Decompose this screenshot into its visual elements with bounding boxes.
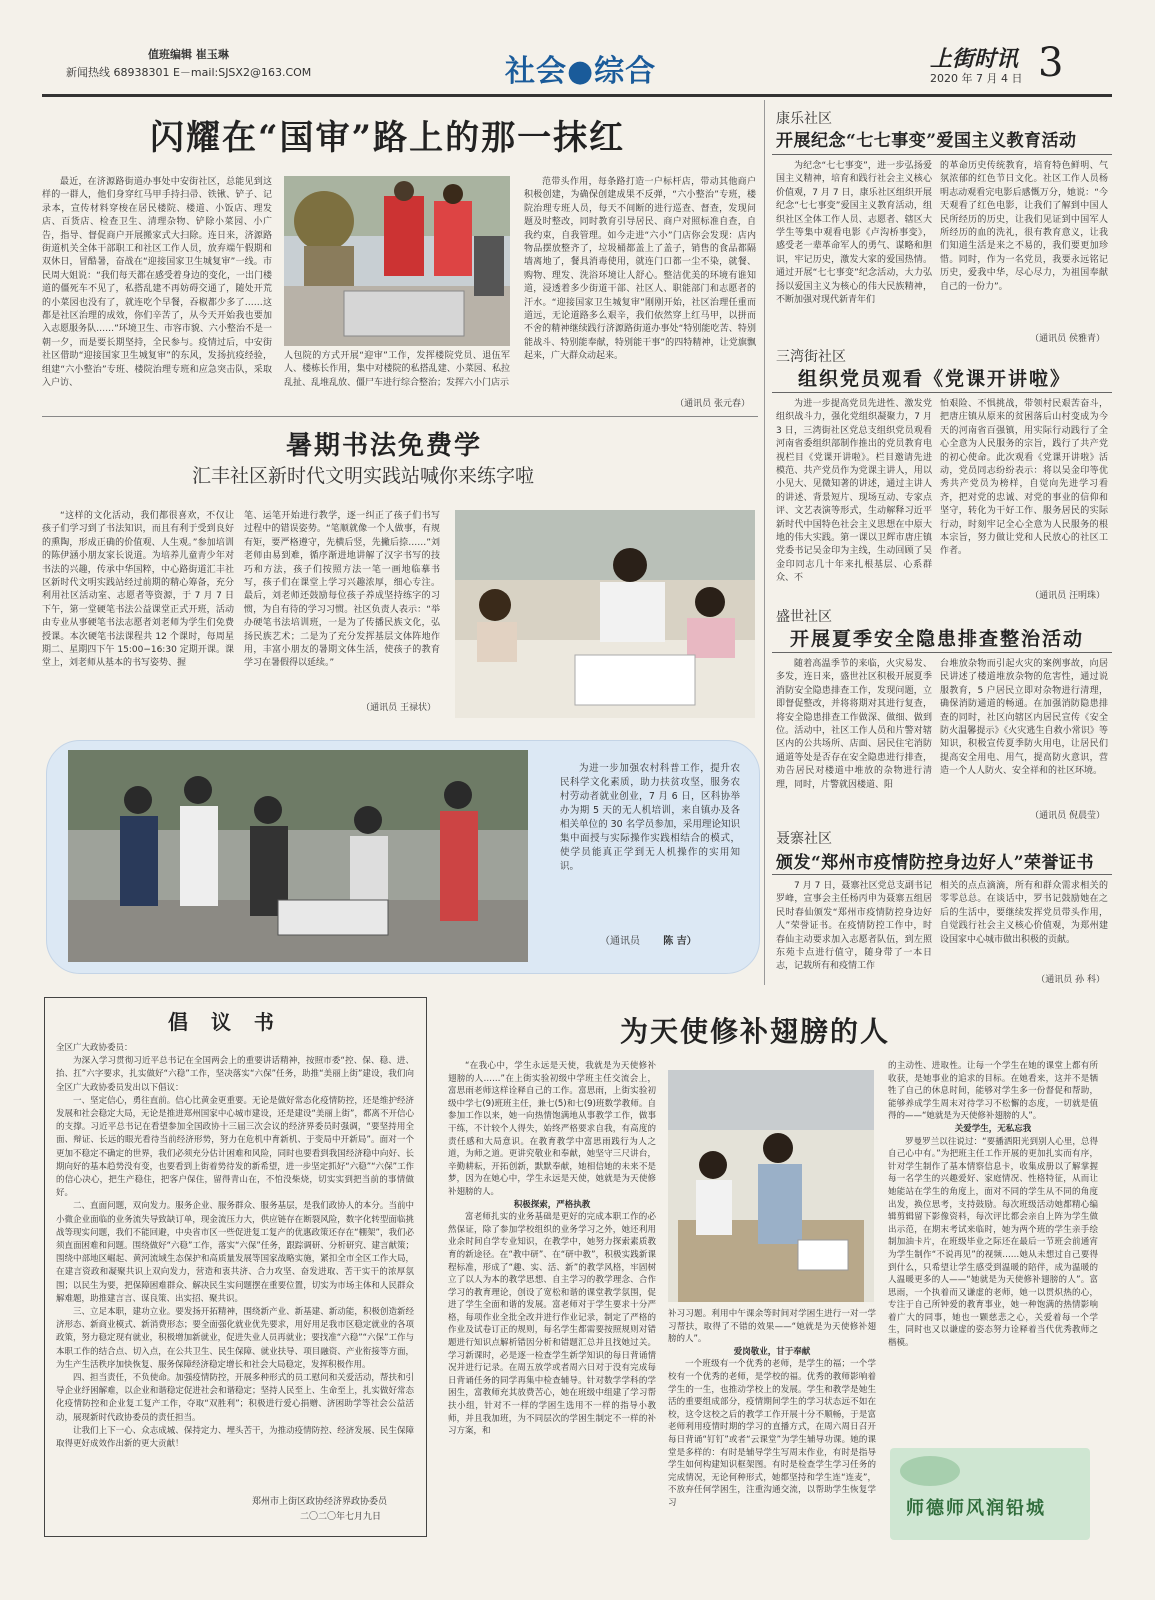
article9-col3b-text: 罗曼罗兰以往说过：“要播洒阳光到别人心里，总得自己心中有。”为把班主任工作开展的更加扎实而有序，针对学生制作了基本情察信息卡，收集成册以了解掌握每一名学生的兴趣爱好、家庭情况、性格特征，从而让她能站在学生的角度上，面对不同的学生从不同的角度出发，换位思考，支持鼓励。每次班级活动她都精心编辑剪辑留下影像资料，每次评比都会亲自上阵为学生做出示范，在期末考试来临时，她为两个班的学生亲手绘制加油卡片，在班级毕业之际还在最后一节班会前通宵为学生制作“不说再见”的视频……她从未想过自己要得到什么，只希望让学生感受到温暖的陪伴，成为温暖的人温暖更多的人——“她就是为天使修补翅膀的人”。富思雨，一个执着而又谦虚的老师，她一以贯炽热的心，专注于自己所钟爱的教育事业，她一种饱满的热情影响着广大的同事，她也一颗慈悲之心，关爱着每一个学生，同时也又以谦虚的姿态努力诠释着当代优秀教师之楷模。	[888, 1136, 1098, 1349]
article8-body	[56, 1042, 414, 1482]
article4-title: 开展夏季安全隐患排查整治活动	[790, 628, 1085, 650]
article8-date: 二〇二〇年七月九日	[300, 1512, 382, 1522]
article8-para: 四、担当责任，不负使命。加强疫情防控，开展多种形式的员工慰问和关爱活动，帮扶和引导企业纾困解难，以企业和谐稳定促进社会和谐稳定；坚持人民至上、生命至上，扎实做好常态化疫情防控和企业复工复产工作，夺取“双胜利”；积极进行爱心捐赠、济困助学等社会公益活动，展现新时代政协委员的责任担当。	[56, 1373, 414, 1423]
article8-para: 二、直面问题，双向发力。服务企业、服务群众、服务基层，是我们政协人的本分。当前中小微企业面临的业务流失导致缺订单，现金流压力大，供应链存在断裂风险，数字化转型面临挑战等现实问题，我们不能回避，中央省市区一些促进复工复产的优惠政策还存在“棚架”，我们必须直面困难和问题。围绕做好“六稳”工作，落实“六保”任务，跟踪调研、分析研究、建言献策；围绕中部地区崛起、黄河流域生态保护和高质量发展等国家战略实施，紧扣全市全区工作大局，在建言资政和凝聚共识上双向发力，营造和衷共济、合力攻坚、奋发进取、苦干实干的浓厚氛围；以民生为要，把保障困难群众、解决民生实问题摆在重要位置，切实为市场主体和人民群众解难题，助推建言言、谋良策、出实招、聚共识。	[56, 1201, 414, 1304]
article9-photo	[668, 1070, 874, 1302]
right-col-divider	[764, 100, 765, 985]
article9-col1	[448, 1060, 656, 1540]
article8-greeting: 全区广大政协委员：	[56, 1043, 133, 1053]
article2-title: 开展纪念“七七事变”爱国主义教育活动	[776, 131, 1077, 151]
article6-author: （通讯员 王禄状）	[361, 703, 436, 713]
masthead-rule	[42, 94, 1112, 97]
editor-line: 值班编辑 崔玉琳	[148, 48, 229, 61]
article7-author	[600, 932, 697, 947]
issue-date: 2020 年 7 月 4 日	[930, 72, 1023, 85]
article2-col1	[776, 160, 932, 345]
article3-col1-text: 为进一步提高党员先进性、激发党组织战斗力，强化党组织凝聚力，7 月 3 日，三湾街社区党总支组织党员观看河南省委组织部制作推出的党员教育电视栏目《党课开讲啦》。栏目邀请先进模范、共产党员作为党课主讲人，用以小见大、见微知著的讲述，通过主讲人的讲述、背景短片、现场互动、专家点评、文艺表演等形式，生动解释习近平新时代中国特色社会主义思想在中原大地的伟大实践。第一课以卫辉市唐庄镇党委书记吴金印为主线，生动回顾了吴金印同志几十年来扎根基层、心系群众、不	[776, 399, 932, 584]
article6-top-rule	[42, 416, 758, 417]
article2-col2-text: 的革命历史传统教育，培育特色鲜明、气氛浓郁的红色节日文化。社区工作人员杨明志动观看完电影后感慨万分，她说：“今天观看了红色电影，让我们了解到中国人民所经历的历史，让我们见证到中国军人所经历的血的洗礼，很有教育意义，让我们知道生活是来之不易的，我们要更加珍惜。同时，作为一名党员，我要永远铭记历史，爱我中华，尽心尽力，为祖国奉献自己的一份力”。	[940, 161, 1108, 292]
article1-col3	[524, 176, 756, 396]
article9-col2-text: 补习习题。利用中午课余等时间对学困生进行一对一学习帮扶，取得了不错的效果——“她就是为天使修补翅膀的人”。	[668, 1309, 876, 1345]
article9-sub2: 爱岗敬业，甘于奉献	[733, 1346, 811, 1357]
article1-col2-text: 人包院的方式开展“迎审”工作，发挥楼院党员、退伍军人、楼栋长作用，集中对楼院的私搭乱建、小菜园、私拉乱扯、乱堆乱放、僵尸车进行综合整治；发挥六小门店示	[284, 351, 510, 388]
street-cleanup-photo	[284, 176, 510, 346]
article4-col1-text: 随着高温季节的来临，火灾易发、多发，连日来，盛世社区积极开展夏季消防安全隐患排查工作，发现问题，立即督促整改，并将将期对其进行复查，将安全隐患排查工作做深、做细、做到位。活动中，社区工作人员和片警对辖区内的公共场所、店面、居民住宅消防通道等处是否存在安全隐患进行排查，劝告居民对楼道中堆放的杂物进行清理，同时，片警就因楼道、阳	[776, 659, 932, 790]
article9-col3	[888, 1060, 1098, 1440]
article9-sub3: 关爱学生，无私忘我	[954, 1123, 1032, 1134]
article3-col2-text: 怕艰险、不惧挑战，带领村民艰苦奋斗，把唐庄镇从原来的贫困落后山村变成为今天的河南省百强镇，用实际行动践行了全心全意为人民服务的宗旨，践行了共产党的初心使命。此次观看《党课开讲啦》活动，党员同志纷纷表示：将以吴金印等优秀共产党员为榜样，自觉向先进学习看齐，把对党的忠诚、对党的事业的信仰和坚守，转化为干好工作、服务居民的实际行动，时刻牢记全心全意为人民服务的根本宗旨，努力做让党和人民放心的社区工作者。	[940, 399, 1108, 557]
article9-col1b-text: 富老师扎实的业务基础是更好的完成本职工作的必然保证，除了参加学校组织的业务学习之外，她还利用业余时间自学专业知识，在教学中，她努力探索素质教育的新途径。在“教中研”、在“研中教”，积极实践新课程标准，形成了“趣、实、活、新”的教学风格，牢固树立了以人为本的教学思想、自主学习的教学理念、合作学习的教育理论，创设了宽松和谐的课堂教学氛围，促进了学生全面和谐的发展。富老师对于学生要求十分严格，每项作业全批全改并进行作业记录，制定了严格的作业及试卷订正的规则，每名学生都需要按照规则对错题进行知识点解析错因分析和错题汇总并且找她过关。学习新课时，必是逐一检查学生新学知识的每日背诵情况并进行记录。在周五放学或者周六日对于没有完成每日背诵任务的同学再集中检查辅导。针对数学学科的学困生，富教师充其放费苦心，她在班级中组建了学习帮扶小组，针对不一样的学困生选用不一样的指导小教师，并且我加班，为不同层次的学困生制定不一样的补习方案，和	[448, 1212, 656, 1437]
article5-author: （通讯员 孙 科）	[1036, 975, 1105, 985]
article4-rule	[772, 652, 1112, 653]
article2-rule	[772, 154, 1112, 155]
article6-col1-text: “这样的文化活动，我们都很喜欢，不仅让孩子们学习到了书法知识，而且有利于受到良好的熏陶，形成正确的价值观、人生观。”参加培训的陈伊涵小朋友家长说道。为培养儿童青少年对书法的兴趣，传承中华国粹，中心路街道汇丰社区新时代文明实践站经过前期的精心筹备，充分利用社区活动室、志愿者等资源，于 7 月 7 日下午，第一堂硬笔书法公益课堂正式开班，活动由专业从事硬笔书法志愿者刘老师为学生们免费授课。本次硬笔书法课程共 12 个课时，每周星期二、星期四下午 15:00−16:30 定期开课。课堂上，刘老师从基本的书写姿势、握	[42, 511, 234, 669]
article6-subtitle: 汇丰社区新时代文明实践站喊你来练字啦	[192, 465, 535, 487]
badge-leaf-decoration	[900, 1456, 960, 1486]
article3-rule	[772, 392, 1112, 393]
article9-title: 为天使修补翅膀的人	[620, 1015, 891, 1048]
article4-col2	[940, 658, 1108, 803]
drone-training-photo	[68, 750, 528, 962]
article7-photo	[68, 750, 528, 962]
article1-col3-text: 范带头作用，每条路打造一户标杆店，带动其他商户积极创建，为确保创建成果不反弹，“六小整治”专班，楼院治理专班人员，每天不间断的进行巡查、督查，发现问题及时整改，同时教育引导居民、商户对照标准自查，自我约束，自我管理。如今走进“六小”门店你会发现：店内物品摆放整齐了，垃圾桶都盖上了盖子，销售的食品都隔墙离地了，餐具消毒使用，就连门口都一尘不染，就餐、购物、理发、洗浴环境让人舒心。整洁优美的环境有谁知道，浸透着多少街道干部、社区人、职能部门和志愿者的汗水。“迎接国家卫生城复审”刚刚开始，社区治理任重而道远，无论道路多么艰辛，我们依然穿上红马甲，以拼而不舍的精神继续践行济源路街道办事处“特别能吃苦、特别能战斗、特别能奉献，特别能干事”的四特精神，让党旗飘起来，广大群众动起来。	[524, 177, 756, 362]
article6-title: 暑期书法免费学	[286, 431, 483, 461]
article5-col2-text: 相关的点点滴滴，所有和群众需求相关的零零总总。在谈话中，罗书记鼓励她在之后的生活中，要继续发挥党员带头作用，自觉践行社会主义核心价值观，为郑州建设国家中心城市做出积极的贡献。	[940, 881, 1108, 945]
article2-col2	[940, 160, 1108, 328]
page-number: 3	[1038, 40, 1064, 86]
article8-signature: 郑州市上街区政协经济界政协委员	[252, 1497, 388, 1507]
article3-title: 组织党员观看《党课开讲啦》	[798, 368, 1072, 390]
article5-col1-text: 7 月 7 日，聂寨社区党总支副书记罗峰，宣事会主任杨丙申为聂寨五组居民时春仙颁发“郑州市疫情防控身边好人”荣誉证书。在疫情防控工作中，时春仙主动要求加入志愿者队伍，到左照东苑卡点进行值守，随身带了一本日志，记载所有和疫情工作	[776, 881, 932, 972]
article8-para: 让我们上下一心、众志成城、保持定力、埋头苦干，为推动疫情防控、经济发展、民生保障取得更好成效作出新的更大贡献！	[56, 1425, 414, 1450]
article4-author: （通讯员 倪晨莹）	[1030, 811, 1105, 821]
article9-col3-text: 的主动性、进取性。让每一个学生在她的课堂上都有所收获，是她事业的追求的目标。在她看来，这并不是牺牲了自己的休息时间，能够对学生多一份督促和帮助，能够养成学生周末对待学习不松懈的态度，一切就是值得的——“她就是为天使修补翅膀的人”。	[888, 1061, 1098, 1122]
article3-col2	[940, 398, 1108, 583]
article3-author: （通讯员 汪明珠）	[1030, 591, 1105, 601]
article2-author: （通讯员 侯雅青）	[1030, 334, 1105, 344]
article5-tag: 聂寨社区	[776, 831, 832, 847]
article7-author-label: （通讯员	[600, 936, 640, 947]
article1-col1-text: 最近，在济源路街道办事处中安街社区，总能见到这样的一群人，他们身穿红马甲手持扫帚、铁锹、铲子、记录本，宣传材料穿梭在居民楼院、楼道、小饭店、理发店、百货店、检查卫生、清理杂物、铲除小菜园、小广告，指导、督促商户开展搬家式大扫除。连日来，济源路街道机关全体干部职工和社区工作人员，放弃端午假期和双休日，冒酷暑，奋战在“迎接国家卫生城复审”一线。市民周大姐说：“我们每天都在感受着身边的变化，一出门楼道的僵死车不见了，私搭乱建不再妨碍交通了，随处开荒的小菜园也没有了，就连吃个早餐，吞椒都少多了……这都是社区治理的成效，你们辛苦了，从今天开始我也要加入志愿服务队……”环境卫生、市容市貌、六小整治不是一朝一夕，而是要长期坚持，全民参与。疫情过后，中安街社区借助“迎接国家卫生城复审”的东风，发扬抗疫经验，组建“六小整治”专班、楼院治理专班和应急突击队，采取入户访、	[42, 177, 272, 389]
hotline-line: 新闻热线 68938301 E－mail:SJSX2@163.COM	[66, 66, 312, 79]
article9-col1-text: “在我心中，学生永远是天使，我就是为天使修补翅膀的人……”在上街实验初级中学班主任交流会上，富思雨老师这样诠释自己的工作。富思雨，上街实验初级中学七(9)班班主任，兼七(5)和七(9)班数学教师。自参加工作以来，她一向热情饱满地从事教学工作，做事干练，不计较个人得失，始终严格要求自我，有高度的责任感和大局意识。在教育教学中富思雨践行为人之道，为师之道。更讲究敬业和奉献，她坚守三尺讲台，辛勤耕耘，开拓创新，默默奉献，她相信她的未来不是梦，因为在她心中，学生永远是天使，她就是为天使修补翅膀的人。	[448, 1061, 656, 1197]
article1-author: （通讯员 张元春）	[675, 399, 750, 409]
ethics-badge	[890, 1448, 1090, 1540]
article8-title: 倡 议 书	[168, 1010, 282, 1034]
article5-col2	[940, 880, 1108, 972]
article9-col2	[668, 1308, 876, 1540]
article9-sub1: 积极探索，严格执教	[513, 1199, 591, 1210]
article6-photo	[455, 510, 755, 718]
article1-photo	[284, 176, 510, 346]
article8-para: 三、立足本职，建功立业。要发扬开拓精神，围绕新产业、新基建、新动能，积极创造新经济形态、新商业模式、新消费形态；要全面强化就业优先要求，用好用足我市区稳定就业的各项政策，努力稳定现有就业，积极增加新就业，促进失业人员再就业；要找准“六稳”“六保”工作与本职工作的结合点、切入点，在公共卫生、民生保障、就业扶导、项目融资、产业衔接等方面，为生产生活秩序加快恢复、服务保障经济稳定增长和社会大局稳定，发挥积极作用。	[56, 1307, 414, 1370]
article2-col1-text: 为纪念“七七事变”，进一步弘扬爱国主义精神，培育和践行社会主义核心价值观，7 月 7 日，康乐社区组织开展纪念“七七事变”爱国主义教育活动，组织社区全体工作人员、志愿者、辖区大学生等集中观看电影《卢沟桥事变》，感受老一辈革命军人的勇气、谋略和胆识，牢记历史，激发大家的爱国热情。通过开展“七七事变”纪念活动，大力弘扬以爱国主义为核心的伟大民族精神，不断加强对现代新青年们	[776, 161, 932, 306]
calligraphy-class-photo	[455, 510, 755, 718]
article6-col2-text: 笔、运笔开始进行教学，逐一纠正了孩子们书写过程中的错误姿势。“笔顺就像一个人做事，有规有矩，要严格遵守，先横后竖，先撇后捺……”刘老师由易到难，循序渐进地讲解了汉字书写的技巧和方法，孩子们按照方法一笔一画地临摹书写，孩子们在课堂上学习兴趣浓厚，细心专注。最后，刘老师还鼓励每位孩子养成坚持练字的习惯，为自有待的学习习惯。社区负责人表示：“举办硬笔书法培训班，一是为了传播民族文化，弘扬民族艺术；二是为了充分发挥基层文体阵地作用，丰富小朋友的暑期文体生活，使孩子的教育学习在暑假得以延续。”	[244, 511, 440, 669]
article1-col2-tail	[284, 350, 510, 410]
article4-tag: 盛世社区	[776, 609, 832, 625]
article4-col2-text: 台堆放杂物而引起火灾的案例事故，向居民讲述了楼道堆放杂物的危害性，通过说服教育，5 户居民立即对杂物进行清理，确保消防通道的畅通。在加强消防隐患排查的同时，社区向辖区内居民宣传《安全防火温馨提示》《火灾逃生自救小常识》等知识，积极宣传夏季防火用电，让居民们提高安全用电、用气，提高防火意识，营造一个人人防火、安全祥和的社区环境。	[940, 659, 1108, 777]
article2-tag: 康乐社区	[776, 111, 832, 127]
article6-col1	[42, 510, 234, 715]
article7-text-block	[560, 762, 740, 912]
article8-para: 一、坚定信心，勇往直前。信心比黄金更重要。无论是做好常态化疫情防控，还是维护经济发展和社会稳定大局，无论是推进郑州国家中心城市建设，还是建设“美丽上街”，都离不开信心的支撑。习近平总书记在看望参加全国政协十三届三次会议的经济界委员时强调，“要坚持用全面、辩证、长远的眼光看待当前经济形势，努力在危机中育新机、于变局中开新局”。面对一个更加不稳定不确定的世界，我们必须充分估计困难和风险，同时也要看到我国经济稳中向好、长期向好的基本趋势没有变，也要看到上街着势待发的新希望，进一步坚定抓好“六稳”“六保”工作的信心决心，把生产稳住，把客户保住，留得青山在，不怕没柴烧，切实实到把当前的事情做好。	[56, 1095, 414, 1199]
article3-tag: 三湾街社区	[776, 349, 846, 365]
badge-text: 师德师风润铅城	[906, 1498, 1046, 1519]
article3-col1	[776, 398, 932, 598]
article6-col2	[244, 510, 440, 695]
article4-col1	[776, 658, 932, 818]
article9-col2b-text: 一个班级有一个优秀的老师，是学生的福；一个学校有一个优秀的老师，是学校的福。优秀的教师影响着学生的一生，也推动学校上的发展。学生和教学是她生活的重要组成部分，疫情期间学生的学习状态远不如在校，这令这校之后的教学工作开展十分不顺畅，于是富老师利用疫情时期的学习的直播方式，在周六周日召开每日背诵“钉钉”或者“云课堂”为学生辅导功课。她的课堂是多样的：有时是辅导学生写周末作业，有时是指导学生如何构建知识框架图。有时是检查学生学习任务的完成情况，无论何种形式，她都坚持和学生连“连麦”，不放弃任何学困生，注重沟通交流，以帮助学生恢复学习	[668, 1359, 876, 1508]
paper-logo: 上街时讯	[930, 46, 1019, 72]
section-title: 社会●综合	[505, 54, 657, 89]
article5-rule	[772, 874, 1112, 875]
article5-col1	[776, 880, 932, 985]
article1-title: 闪耀在“国审”路上的那一抹红	[150, 118, 626, 158]
article7-text: 为进一步加强农村科普工作，提升农民科学文化素质，助力扶贫攻坚，服务农村劳动者就业创业，7 月 6 日，区科协举办为期 5 天的无人机培训，来自镇办及各相关单位的 30 名学员参加，采用理论知识集中面授与实际操作实践相结合的模式，使学员能真正学到无人机操作的实用知识。	[560, 763, 740, 872]
article8-para: 为深入学习贯彻习近平总书记在全国两会上的重要讲话精神，按照市委“控、保、稳、进、抬、扛”六字要求，扎实做好“六稳”工作，坚决落实“六保”任务，助推“美丽上街”建设，我们向全区广大政协委员发出以下倡议：	[56, 1056, 414, 1093]
classroom-teacher-photo	[668, 1070, 874, 1302]
article5-title: 颁发“郑州市疫情防控身边好人”荣誉证书	[776, 853, 1095, 873]
article7-author-name: 陈 吉）	[663, 936, 697, 947]
masthead	[0, 0, 1155, 96]
article1-col1	[42, 176, 272, 472]
